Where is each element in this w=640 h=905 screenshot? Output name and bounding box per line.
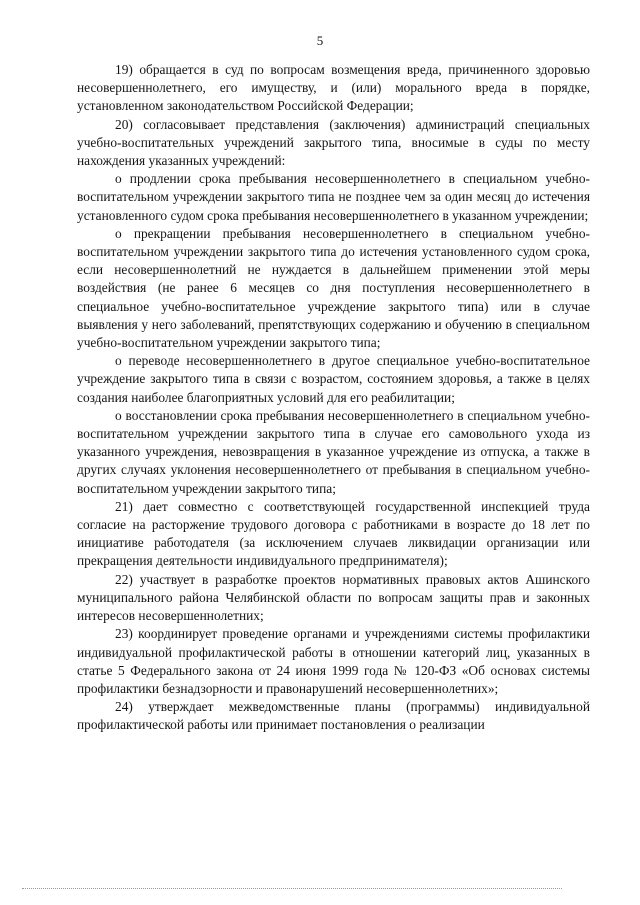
paragraph-extension: о продлении срока пребывания несовершеннолетнего в специальном учебно-воспитательном учреждении закрытого типа не позднее чем за один месяц до истечения установленного судом срока пребывания несовершеннолетнего в указанном учреждении; xyxy=(77,171,590,223)
paragraph-item-22: 22) участвует в разработке проектов нормативных правовых актов Ашинского муниципального района Челябинской области по вопросам защиты прав и законных интересов несовершеннолетних; xyxy=(77,571,590,624)
paragraph-item-20: 20) согласовывает представления (заключения) администраций специальных учебно-воспитательных учреждений закрытого типа, вносимые в суды по месту нахождения указанных учреждений: xyxy=(77,116,590,169)
paragraph-item-21: 21) дает совместно с соответствующей государственной инспекцией труда согласие на расторжение трудового договора с работниками в возрасте до 18 лет по инициативе работодателя (за исключением случаев ликвидации организации или прекращения деятельности индивидуального предпринимателя); xyxy=(77,498,590,569)
paragraph-termination: о прекращении пребывания несовершеннолетнего в специальном учебно-воспитательном учреждении закрытого типа до истечения установленного судом срока, если несовершеннолетний не нуждается в дальнейшем применении этой меры воздействия (не ранее 6 месяцев со дня поступления несовершеннолетнего в специальное учебно-воспитательное учреждение закрытого типа) или в случае выявления у него заболеваний, препятствующих содержанию и обучению в специальном учебно-воспитательном учреждении закрытого типа; xyxy=(77,225,590,351)
scan-edge-line xyxy=(22,888,562,889)
paragraph-item-23: 23) координирует проведение органами и учреждениями системы профилактики индивидуальной профилактической работы в отношении категорий лиц, указанных в статье 5 Федерального закона от 24 июня 1999 года № 120-ФЗ «Об основах системы профилактики безнадзорности и правонарушений несовершеннолетних»; xyxy=(77,626,590,696)
paragraph-item-24: 24) утверждает межведомственные планы (программы) индивидуальной профилактической работы или принимает постановления о реализации xyxy=(77,699,590,733)
paragraph-transfer: о переводе несовершеннолетнего в другое специальное учебно-воспитательное учреждение закрытого типа в связи с возрастом, состоянием здоровья, а также в целях создания наиболее благоприятных условий для его реабилитации; xyxy=(77,353,590,405)
paragraph-restoration: о восстановлении срока пребывания несовершеннолетнего в специальном учебно-воспитательном учреждении закрытого типа в случае его самовольного ухода из указанного учреждения, невозвращения в указанное учреждение из отпуска, а также в других случаях уклонения несовершеннолетнего от пребывания в специальном учебно-воспитательном учреждении закрытого типа; xyxy=(77,407,590,496)
document-body xyxy=(77,61,590,735)
page-number: 5 xyxy=(316,33,324,48)
paragraph-item-19: 19) обращается в суд по вопросам возмещения вреда, причиненного здоровью несовершеннолетнего, его имуществу, и (или) морального вреда в порядке, установленном законодательством Российской Федерации; xyxy=(77,62,590,114)
